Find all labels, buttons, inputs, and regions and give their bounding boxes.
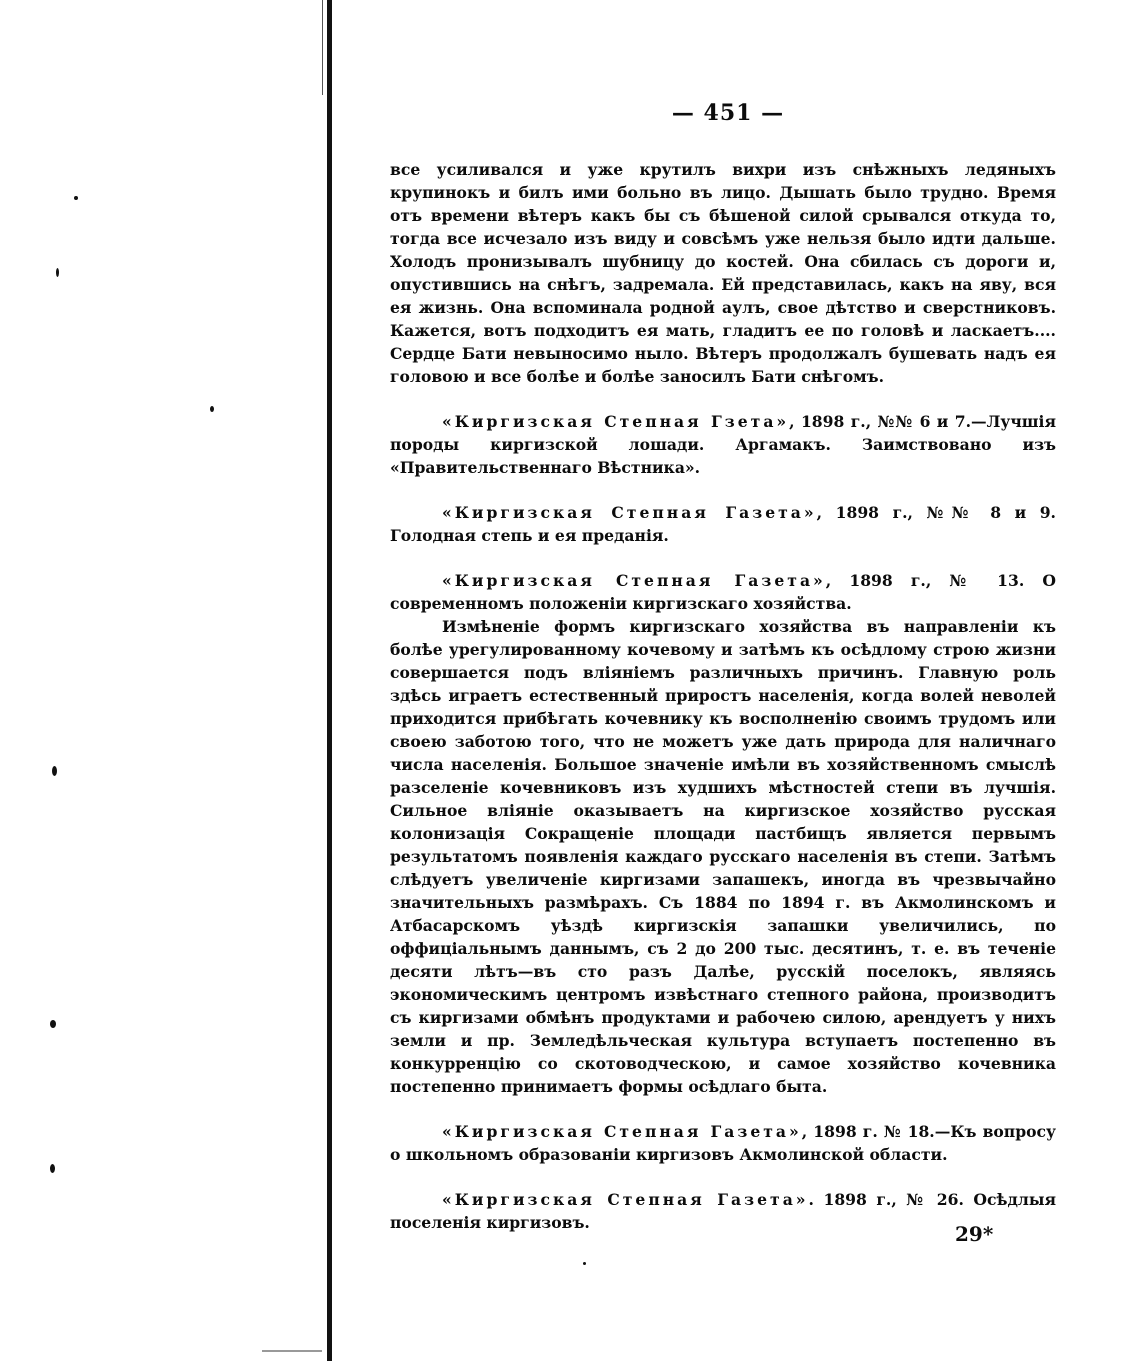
paragraph-story-continuation: все усиливался и уже крутилъ вихри изъ снѣжныхъ ледяныхъ крупинокъ и билъ ими больно въ лицо. Дышать было трудно. Время отъ времени вѣтеръ какъ бы съ бѣшеной силой срывался откуда то, тогда все исчезало изъ виду и совсѣмъ уже нельзя было идти дальше. Холодъ пронизывалъ шубницу до костей. Она сбилась съ дороги и, опустившись на снѣгъ, задремала. Ей представилась, какъ на яву, вся ея жизнь. Она вспоминала родной аулъ, свое дѣтство и сверстниковъ. Кажется, вотъ подходитъ ея мать, гладитъ ее по головѣ и ласкаетъ.... Сердце Бати невыносимо ныло. Вѣтеръ продолжалъ бушевать надъ ея головою и все болѣе и болѣе заносилъ Бати снѣгомъ. [390, 160, 1056, 386]
newspaper-title: «Киргизская Степная Гзета» [442, 412, 790, 431]
scan-speck [50, 1020, 56, 1028]
newspaper-title: «Киргизская Степная Газета» [442, 1190, 809, 1209]
binding-edge-thin-line [322, 0, 323, 95]
bibliography-entry [390, 569, 1056, 615]
bottom-rule [262, 1350, 322, 1352]
binding-edge-line [327, 0, 332, 1361]
entry-text: , 1898 г. № 18.—Къ вопросу о школьномъ образованіи киргизовъ Акмолинской области. [390, 1122, 1056, 1164]
newspaper-title: «Киргизская Степная Газета» [442, 571, 826, 590]
bibliography-entry [390, 501, 1056, 547]
entry-text: , 1898 г., №№ 8 и 9. Голодная степь и ея преданія. [390, 503, 1056, 545]
page-number: — 451 — [671, 100, 785, 126]
body-text [390, 158, 1056, 1234]
bibliography-entry [390, 1120, 1056, 1166]
bibliography-entry [390, 410, 1056, 479]
signature-mark: 29* [955, 1222, 994, 1246]
newspaper-title: «Киргизская Степная Газета» [442, 1122, 802, 1141]
newspaper-title: «Киргизская Степная Газета» [442, 503, 817, 522]
scan-speck [583, 1262, 586, 1265]
scan-speck [56, 268, 59, 277]
entry-text: . 1898 г., № 26. Осѣдлыя поселенія киргизовъ. [390, 1190, 1056, 1232]
paragraph-summary: Измѣненіе формъ киргизскаго хозяйства въ направленіи къ болѣе урегулированному кочевому и затѣмъ къ осѣдлому строю жизни совершается подъ вліяніемъ различныхъ причинъ. Главную роль здѣсь играетъ естественный приростъ населенія, когда волей неволей приходится прибѣгать кочевнику къ восполненію своимъ трудомъ или своею заботою того, что не можетъ уже дать природа для наличнаго числа населенія. Большое значеніе имѣли въ хозяйственномъ смыслѣ разселеніе кочевниковъ изъ худшихъ мѣстностей степи въ лучшія. Сильное вліяніе оказываетъ на киргизское хозяйство русская колонизація Сокращеніе площади пастбищъ является первымъ результатомъ появленія каждаго русскаго населенія въ степи. Затѣмъ слѣдуетъ увеличеніе киргизами запашекъ, иногда въ чрезвычайно значительныхъ размѣрахъ. Съ 1884 по 1894 г. въ Акмолинскомъ и Атбасарскомъ уѣздѣ киргизскія запашки увеличились, по оффиціальнымъ даннымъ, съ 2 до 200 тыс. десятинъ, т. е. въ теченіе десяти лѣтъ—въ сто разъ Далѣе, русскій поселокъ, являясь экономическимъ центромъ извѣстнаго степного района, производитъ съ киргизами обмѣнъ продуктами и рабочею силою, арендуетъ у нихъ земли и пр. Земледѣльческая культура вступаетъ постепенно въ конкурренцію со скотоводческою, и самое хозяйство кочевника постепенно принимаетъ формы осѣдлаго быта. [390, 617, 1056, 1096]
entry-text: , 1898 г., №№ 6 и 7.—Лучшія породы киргизской лошади. Аргамакъ. Заимствовано изъ «Правительственнаго Вѣстника». [390, 412, 1056, 477]
scan-speck [52, 766, 57, 776]
scan-speck [74, 196, 78, 200]
scan-speck [210, 406, 214, 412]
scan-speck [50, 1164, 55, 1173]
entry-text: , 1898 г., № 13. О современномъ положеніи киргизскаго хозяйства. [390, 571, 1056, 613]
